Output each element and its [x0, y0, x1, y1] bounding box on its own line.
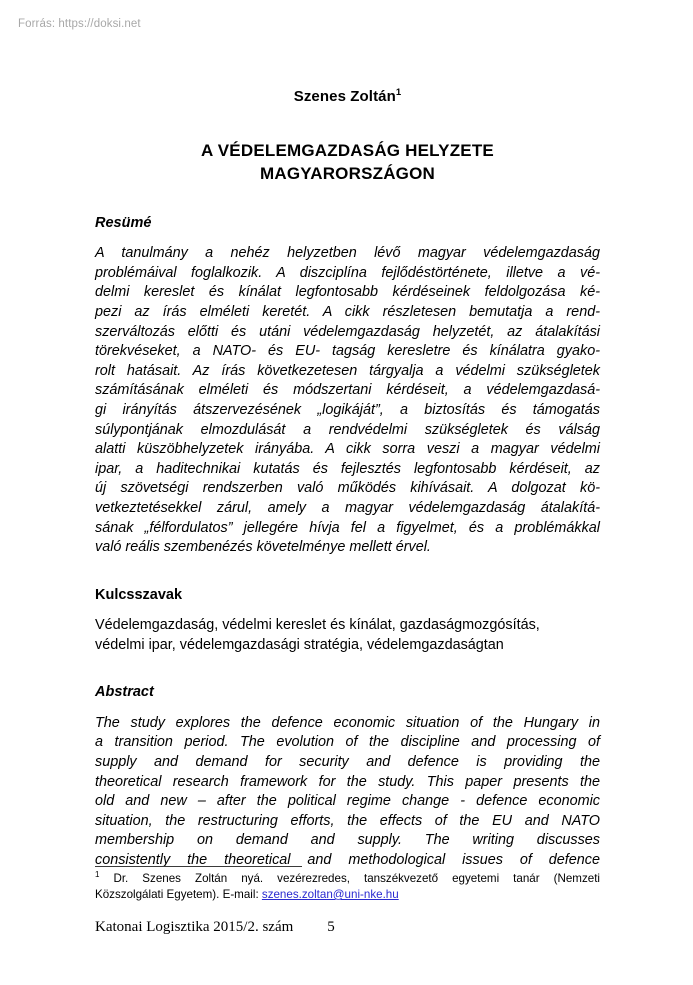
- section-heading-keywords: Kulcsszavak: [95, 586, 183, 603]
- text-line: sának „félfordulatos” jellegére hívja fel a figyelmet, és a problémákkal: [95, 519, 600, 536]
- footnote-text: [95, 871, 600, 903]
- text-line: vetkeztetésekkel zárul, amely a magyar védelemgazdaság átalakítá-: [95, 500, 600, 517]
- author-footnote-marker: 1: [395, 87, 402, 98]
- text-line: új szövetségi rendszerben való működés kihívásait. A dolgozat kö-: [95, 480, 600, 497]
- text-line: delmi kereslet és kínálat legfontosabb kérdéseinek feldolgozása ké-: [95, 284, 600, 301]
- page-footer: [95, 917, 600, 937]
- page-number: 5: [327, 919, 335, 935]
- footnote-block: [95, 866, 600, 903]
- journal-reference: Katonai Logisztika 2015/2. szám: [95, 919, 294, 935]
- text-line: A tanulmány a nehéz helyzetben lévő magyar védelemgazdaság: [95, 245, 600, 262]
- section-heading-abstract: Abstract: [95, 684, 154, 701]
- text-line: szerváltozás előtti és utáni védelemgazdaság helyzetét, az átalakítási: [95, 323, 600, 340]
- text-line: védelmi ipar, védelemgazdasági stratégia, védelemgazdaságtan: [95, 636, 504, 653]
- text-line: a transition period. The evolution of the discipline and processing of: [95, 734, 600, 751]
- source-watermark: Forrás: https://doksi.net: [18, 18, 141, 30]
- footnote-line: [95, 871, 600, 887]
- author-name-text: Szenes Zoltán: [293, 88, 396, 105]
- footnote-separator-rule: [95, 866, 302, 867]
- text-line: törekvéseket, a NATO- és EU- tagság keresletre és kínálatra gyako-: [95, 343, 600, 360]
- footnote-line-1-text: Dr. Szenes Zoltán nyá. vezérezredes, tanszékvezető egyetemi tanár (Nemzeti: [113, 872, 600, 885]
- email-link[interactable]: szenes.zoltan@uni-nke.hu: [261, 888, 399, 901]
- section-body-abstract: [95, 714, 600, 871]
- text-line: situation, the restructuring efforts, the effects of the EU and NATO: [95, 812, 600, 829]
- text-line: súlypontjának elmozdulását a rendvédelmi szükségletek és válság: [95, 421, 600, 438]
- page-title: [95, 140, 600, 186]
- text-line: rolt hatásait. Az írás következetesen tárgyalja a védelmi szükségletek: [95, 362, 600, 379]
- footnote-line: [95, 887, 600, 903]
- text-line: theoretical research framework for the study. This paper presents the: [95, 773, 600, 790]
- article-content: [95, 0, 600, 871]
- footnote-line-2-text: Közszolgálati Egyetem). E-mail:: [95, 888, 262, 901]
- text-line: pezi az írás elméleti keretét. A cikk részletesen bemutatja a rend-: [95, 304, 600, 321]
- text-line: alatti küszöbhelyzetek irányába. A cikk sorra veszi a magyar védelmi: [95, 441, 600, 458]
- section-body-resume: [95, 244, 600, 558]
- text-line: The study explores the defence economic situation of the Hungary in: [95, 714, 600, 731]
- page-title-line-2: MAGYARORSZÁGON: [259, 163, 436, 183]
- section-heading-resume: Resümé: [95, 214, 152, 231]
- text-line: Védelemgazdaság, védelmi kereslet és kínálat, gazdaságmozgósítás,: [95, 617, 540, 634]
- text-line: gi irányítás átszervezésének „logikáját”, a biztosítás és támogatás: [95, 402, 600, 419]
- text-line: ipar, a haditechnikai kutatás és fejlesztés legfontosabb kérdéseit, az: [95, 460, 600, 477]
- footnote-marker: 1: [95, 870, 100, 880]
- text-line: consistently the theoretical and methodological issues of defence: [95, 851, 600, 868]
- text-line: számításának elméleti és módszertani kérdéseit, a védelemgazdasá-: [95, 382, 600, 399]
- page-title-line-1: A VÉDELEMGAZDASÁG HELYZETE: [201, 141, 494, 160]
- text-line: supply and demand for security and defence is providing the: [95, 754, 600, 771]
- text-line: való reális szembenézés követelménye mellett érvel.: [95, 539, 431, 556]
- author-name: [95, 88, 600, 106]
- text-line: membership on demand and supply. The writing discusses: [95, 832, 600, 849]
- section-body-keywords: [95, 616, 600, 655]
- text-line: problémáival foglalkozik. A diszciplína fejlődéstörténete, illetve a vé-: [95, 264, 600, 281]
- text-line: old and new – after the political regime change - defence economic: [95, 793, 600, 810]
